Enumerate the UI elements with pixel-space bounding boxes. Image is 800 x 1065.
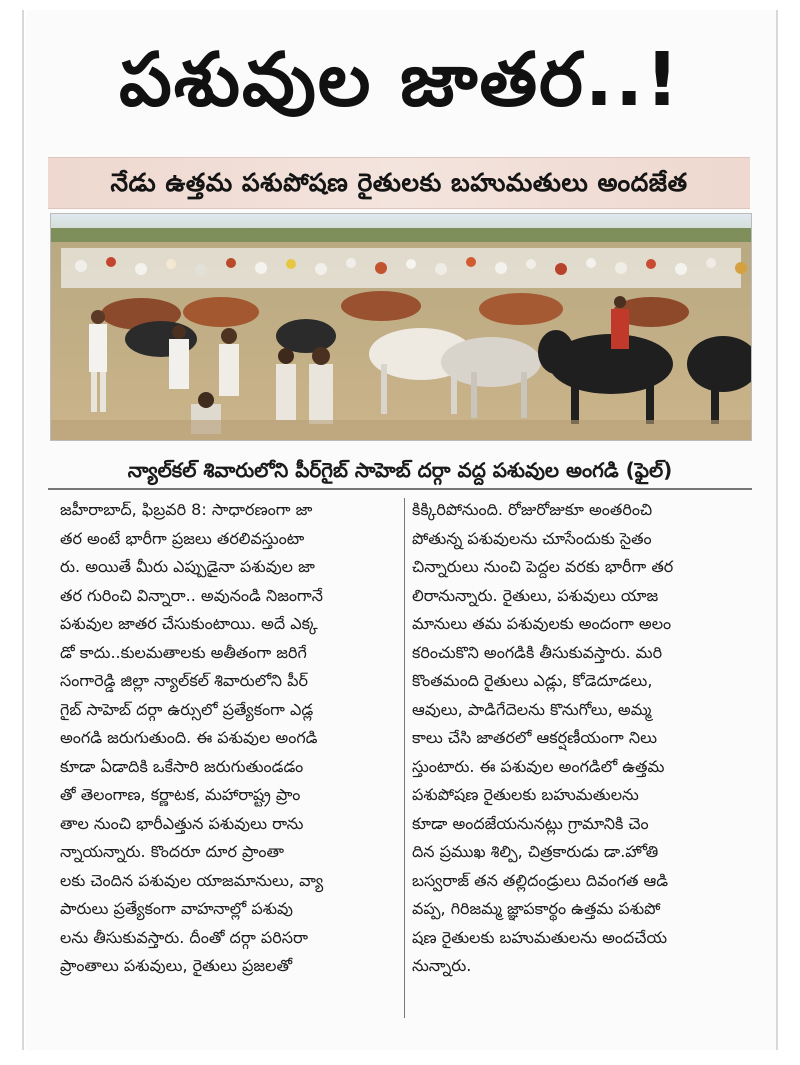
column-divider xyxy=(404,498,405,1018)
body-line: ఆవులు, పాడిగేదెలను కొనుగోలు, అమ్మ xyxy=(412,699,652,719)
body-line: తో తెలంగాణ, కర్ణాటక, మహారాష్ట్ర ప్రాం xyxy=(60,785,301,804)
body-line: పశువుల జాతర చేసుకుంటాయి. అదే ఎక్క xyxy=(60,614,318,633)
body-line: తాల నుంచి భారీఎత్తున పశువులు రాను xyxy=(60,813,304,833)
clipping-right-edge xyxy=(776,10,778,1050)
body-line: షణ రైతులకు బహుమతులను అందచేయ xyxy=(412,927,668,947)
body-line: పోతున్న పశువులను చూసేందుకు సైతం xyxy=(412,528,652,548)
photo-caption: న్యాల్‌కల్‌ శివారులోని పీర్‌గైబ్‌ సాహెబ్‌ దర్గా వద్ద పశువుల అంగడి (ఫైల్‌) xyxy=(48,452,752,490)
body-line: సంగారెడ్డి జిల్లా న్యాల్‌కల్‌ శివారులోని పీర్‌ xyxy=(60,671,308,690)
clipping-left-edge xyxy=(22,10,24,1050)
subheadline: నేడు ఉత్తమ పశుపోషణ రైతులకు బహుమతులు అందజేత xyxy=(110,168,688,197)
body-line: లిరానున్నారు. రైతులు, పశువులు యాజ xyxy=(412,585,659,605)
body-line: బస్వరాజ్‌ తన తల్లిదండ్రులు దివంగత ఆడి xyxy=(412,870,669,890)
body-line: గైబ్‌ సాహెబ్‌ దర్గా ఉర్సులో ప్రత్యేకంగా ఎడ్ల xyxy=(60,699,314,719)
body-line: ప్రాంతాలు పశువులు, రైతులు ప్రజలతో xyxy=(60,956,293,975)
body-line: రు. అయితే మీరు ఎప్పుడైనా పశువుల జా xyxy=(60,557,315,576)
body-line: లకు చెందిన పశువుల యాజమానులు, వ్యా xyxy=(60,870,324,890)
body-line: పశుపోషణ రైతులకు బహుమతులను xyxy=(412,785,639,804)
body-line: కూడా అందజేయనునట్లు గ్రామానికి చెం xyxy=(412,813,649,833)
cattle-fair-photo-illustration xyxy=(51,214,751,440)
body-line: దిన ప్రముఖ శిల్పి, చిత్రకారుడు డా.హోతి xyxy=(412,842,659,861)
body-line: నున్నారు. xyxy=(412,956,472,975)
body-line: జహీరాబాద్‌, ఫిబ్రవరి 8: సాధారణంగా జా xyxy=(60,500,313,519)
body-line: కాలు చేసి జాతరలో ఆకర్షణీయంగా నిలు xyxy=(412,728,657,747)
body-line: డో కాదు..కులమతాలకు అతీతంగా జరిగే xyxy=(60,642,307,662)
article-column-left xyxy=(60,496,408,981)
headline: పశువుల జాతర..! xyxy=(119,37,681,123)
article-column-right xyxy=(412,496,760,981)
body-line: చిన్నారులు నుంచి పెద్దల వరకు భారీగా తర xyxy=(412,557,674,576)
body-line: లను తీసుకువస్తారు. దీంతో దర్గా పరిసరా xyxy=(60,927,309,947)
body-line: మానులు తమ పశువులకు అందంగా అలం xyxy=(412,614,672,633)
body-line: అంగడి జరుగుతుంది. ఈ పశువుల అంగడి xyxy=(60,728,318,747)
cattle-fair-photo xyxy=(50,213,752,441)
body-line: తర గురించి విన్నారా.. అవునండి నిజంగానే xyxy=(60,585,323,605)
body-line: కిక్కిరిపోనుంది. రోజురోజుకూ అంతరించి xyxy=(412,500,653,519)
body-line: కొంతమంది రైతులు ఎడ్లు, కోడెదూడలు, xyxy=(412,671,653,690)
body-line: వప్ప, గిరిజమ్మ జ్ఞాపకార్థం ఉత్తమ పశుపో xyxy=(412,899,661,918)
body-line: న్నాయన్నారు. కొందరూ దూర ప్రాంతా xyxy=(60,842,284,861)
body-line: పారులు ప్రత్యేకంగా వాహనాల్లో పశువు xyxy=(60,899,294,918)
body-line: కరించుకొని అంగడికి తీసుకువస్తారు. మరి xyxy=(412,642,663,662)
body-line: స్తుంటారు. ఈ పశువుల అంగడిలో ఉత్తమ xyxy=(412,756,665,776)
body-line: కూడా ఏడాదికి ఒకేసారి జరుగుతుండడం xyxy=(60,756,304,776)
body-line: తర అంటే భారీగా ప్రజలు తరలివస్తుంటా xyxy=(60,528,305,548)
subheadline-banner xyxy=(48,157,750,209)
